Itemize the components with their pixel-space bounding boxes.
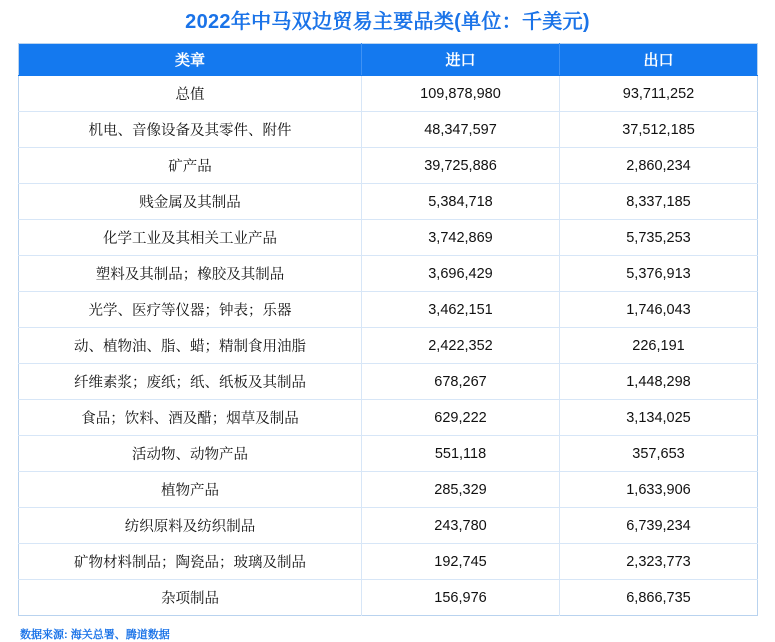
cell-category: 杂项制品 xyxy=(19,580,362,616)
cell-category: 光学、医疗等仪器；钟表；乐器 xyxy=(19,292,362,328)
cell-export: 1,448,298 xyxy=(560,364,758,400)
cell-import: 2,422,352 xyxy=(362,328,560,364)
cell-export: 226,191 xyxy=(560,328,758,364)
cell-import: 3,696,429 xyxy=(362,256,560,292)
cell-category: 矿产品 xyxy=(19,148,362,184)
page-title: 2022年中马双边贸易主要品类(单位：千美元) xyxy=(185,11,590,33)
cell-category: 塑料及其制品；橡胶及其制品 xyxy=(19,256,362,292)
column-header-category: 类章 xyxy=(19,44,362,76)
table-row xyxy=(19,472,758,508)
table-row xyxy=(19,148,758,184)
cell-import: 39,725,886 xyxy=(362,148,560,184)
cell-import: 109,878,980 xyxy=(362,76,560,112)
cell-category: 植物产品 xyxy=(19,472,362,508)
trade-category-table xyxy=(18,43,758,616)
cell-import: 285,329 xyxy=(362,472,560,508)
cell-category: 纤维素浆；废纸；纸、纸板及其制品 xyxy=(19,364,362,400)
cell-export: 93,711,252 xyxy=(560,76,758,112)
table-row xyxy=(19,328,758,364)
cell-export: 2,860,234 xyxy=(560,148,758,184)
cell-import: 3,462,151 xyxy=(362,292,560,328)
table-header-row xyxy=(19,44,758,76)
cell-import: 5,384,718 xyxy=(362,184,560,220)
cell-category: 贱金属及其制品 xyxy=(19,184,362,220)
table-row xyxy=(19,292,758,328)
cell-import: 3,742,869 xyxy=(362,220,560,256)
table-row xyxy=(19,580,758,616)
cell-category: 机电、音像设备及其零件、附件 xyxy=(19,112,362,148)
cell-export: 8,337,185 xyxy=(560,184,758,220)
cell-export: 5,735,253 xyxy=(560,220,758,256)
column-header-import: 进口 xyxy=(362,44,560,76)
cell-export: 5,376,913 xyxy=(560,256,758,292)
cell-category: 矿物材料制品；陶瓷品；玻璃及制品 xyxy=(19,544,362,580)
cell-category: 纺织原料及纺织制品 xyxy=(19,508,362,544)
cell-export: 3,134,025 xyxy=(560,400,758,436)
table-row xyxy=(19,436,758,472)
table-row xyxy=(19,544,758,580)
cell-import: 156,976 xyxy=(362,580,560,616)
table-row xyxy=(19,112,758,148)
cell-import: 243,780 xyxy=(362,508,560,544)
table-row xyxy=(19,400,758,436)
cell-import: 192,745 xyxy=(362,544,560,580)
cell-export: 1,633,906 xyxy=(560,472,758,508)
table-row xyxy=(19,220,758,256)
cell-import: 678,267 xyxy=(362,364,560,400)
source-note: 数据来源: 海关总署、腾道数据 xyxy=(20,629,170,641)
cell-import: 551,118 xyxy=(362,436,560,472)
cell-export: 2,323,773 xyxy=(560,544,758,580)
cell-category: 活动物、动物产品 xyxy=(19,436,362,472)
cell-export: 357,653 xyxy=(560,436,758,472)
table-row xyxy=(19,364,758,400)
cell-export: 6,739,234 xyxy=(560,508,758,544)
cell-category: 动、植物油、脂、蜡；精制食用油脂 xyxy=(19,328,362,364)
cell-export: 6,866,735 xyxy=(626,589,691,606)
cell-category: 总值 xyxy=(19,76,362,112)
cell-category: 食品；饮料、酒及醋；烟草及制品 xyxy=(19,400,362,436)
table-row xyxy=(19,76,758,112)
cell-export: 37,512,185 xyxy=(560,112,758,148)
table-row xyxy=(19,508,758,544)
table-row xyxy=(19,184,758,220)
cell-import: 629,222 xyxy=(362,400,560,436)
cell-category: 化学工业及其相关工业产品 xyxy=(19,220,362,256)
table-row xyxy=(19,256,758,292)
cell-export: 1,746,043 xyxy=(560,292,758,328)
column-header-export: 出口 xyxy=(560,44,758,76)
cell-import: 48,347,597 xyxy=(362,112,560,148)
